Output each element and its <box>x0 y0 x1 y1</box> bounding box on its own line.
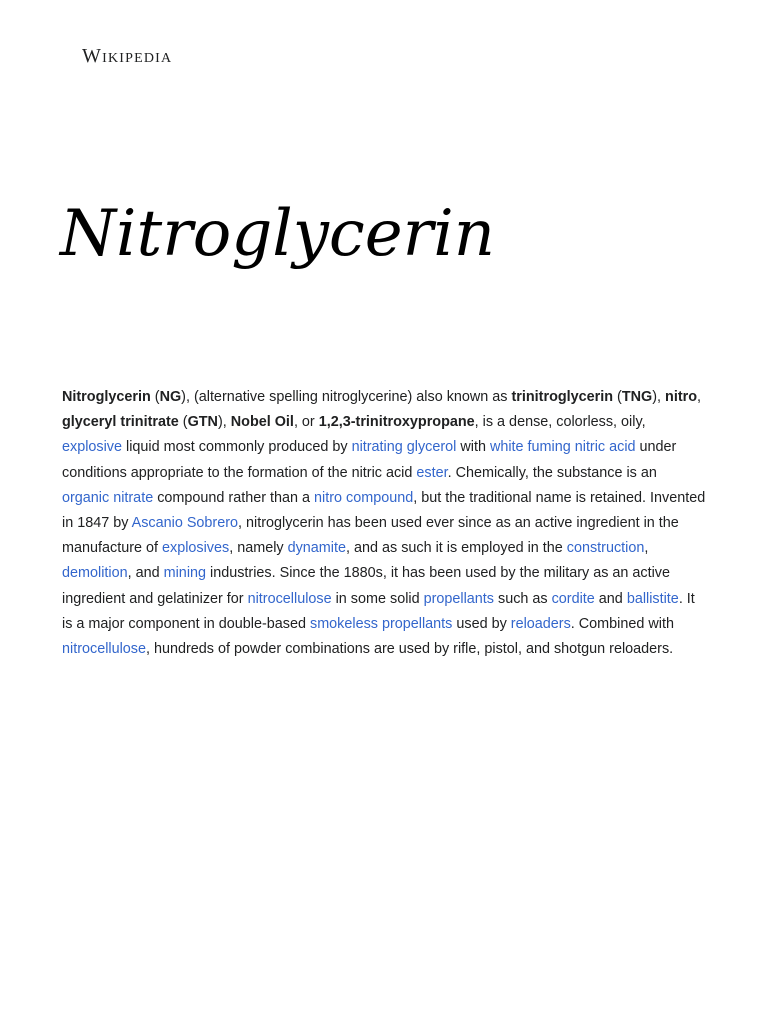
lead-text: ), <box>217 414 231 431</box>
bold-term: trinitroglycerin <box>511 389 614 405</box>
lead-text: and <box>594 590 627 607</box>
page-title: Nitroglycerin <box>60 197 495 271</box>
wikipedia-wordmark[interactable]: Wikipedia <box>82 45 173 67</box>
bold-term: 1,2,3-trinitroxypropane <box>318 414 475 431</box>
link-ester[interactable]: ester <box>416 464 448 481</box>
lead-text: , <box>644 540 649 557</box>
link-mining[interactable]: mining <box>163 565 207 582</box>
lead-text: ( <box>613 389 622 405</box>
bold-term: NG <box>159 389 182 405</box>
link-smokeless-propellants[interactable]: smokeless propellants <box>310 615 453 632</box>
lead-text: under conditions appropriate to the formation of the nitric acid <box>62 439 677 481</box>
link-dynamite[interactable]: dynamite <box>287 540 346 557</box>
link-nitrating[interactable]: nitrating <box>351 439 403 456</box>
bold-term: glyceryl trinitrate <box>62 414 179 431</box>
link-white-fuming-nitric-acid[interactable]: white fuming nitric acid <box>489 439 636 456</box>
page-header <box>62 38 702 78</box>
lead-text: with <box>456 439 490 456</box>
link-propellants[interactable]: propellants <box>423 590 494 607</box>
link-demolition[interactable]: demolition <box>62 565 128 582</box>
lead-text: , and as such it is employed in the <box>346 540 567 557</box>
lead-text: in some solid <box>331 590 424 607</box>
lead-text: , but the traditional name is retained. Invented in 1847 by <box>62 489 706 532</box>
lead-text: industries. Since the 1880s, it has been used by the military as an active ingredient and gelatinizer for <box>62 565 670 607</box>
lead-text: , <box>697 389 702 405</box>
lead-text: compound rather than a <box>153 489 315 506</box>
link-reloaders[interactable]: reloaders <box>510 615 571 632</box>
lead-text: . Combined with <box>570 615 674 632</box>
lead-text: used by <box>452 615 511 632</box>
bold-term: GTN <box>187 414 218 431</box>
lead-text: ), (alternative spelling nitroglycerine) also known as <box>181 389 512 405</box>
link-nitrocellulose[interactable]: nitrocellulose <box>247 590 332 607</box>
link-ascanio-sobrero[interactable]: Ascanio Sobrero <box>131 515 239 532</box>
link-cordite[interactable]: cordite <box>551 590 595 607</box>
lead-text: , hundreds of powder combinations are used by rifle, pistol, and shotgun reloaders. <box>146 641 674 658</box>
lead-text: , and <box>127 565 164 582</box>
bold-term: nitro <box>665 389 698 405</box>
lead-text: . Chemically, the substance is an <box>447 464 657 481</box>
link-glycerol[interactable]: glycerol <box>406 439 457 456</box>
link-explosive[interactable]: explosive <box>62 439 122 456</box>
link-nitrocellulose-2[interactable]: nitrocellulose <box>62 641 146 658</box>
lead-text: , is a dense, colorless, oily, <box>474 414 646 431</box>
link-construction[interactable]: construction <box>566 540 645 557</box>
link-organic-nitrate[interactable]: organic nitrate <box>62 489 154 506</box>
lead-text: . It is a major component in double-based <box>62 590 695 632</box>
lead-text: ( <box>150 389 160 405</box>
lead-text: liquid most commonly produced by <box>122 439 352 456</box>
lead-text: , namely <box>229 540 288 557</box>
lead-text: ), <box>652 389 666 405</box>
link-nitro-compound[interactable]: nitro compound <box>314 489 414 506</box>
lead-text: , or <box>293 414 319 431</box>
lead-paragraph <box>62 385 706 662</box>
lead-text: , nitroglycerin has been used ever since as an active ingredient in the manufacture of <box>62 515 679 557</box>
bold-term: Nitroglycerin <box>62 389 151 405</box>
lead-text: such as <box>494 590 552 607</box>
bold-term: Nobel Oil <box>230 414 294 431</box>
bold-term: TNG <box>621 389 653 405</box>
lead-text: ( <box>178 414 188 431</box>
link-ballistite[interactable]: ballistite <box>626 590 679 607</box>
link-explosives[interactable]: explosives <box>162 540 230 557</box>
